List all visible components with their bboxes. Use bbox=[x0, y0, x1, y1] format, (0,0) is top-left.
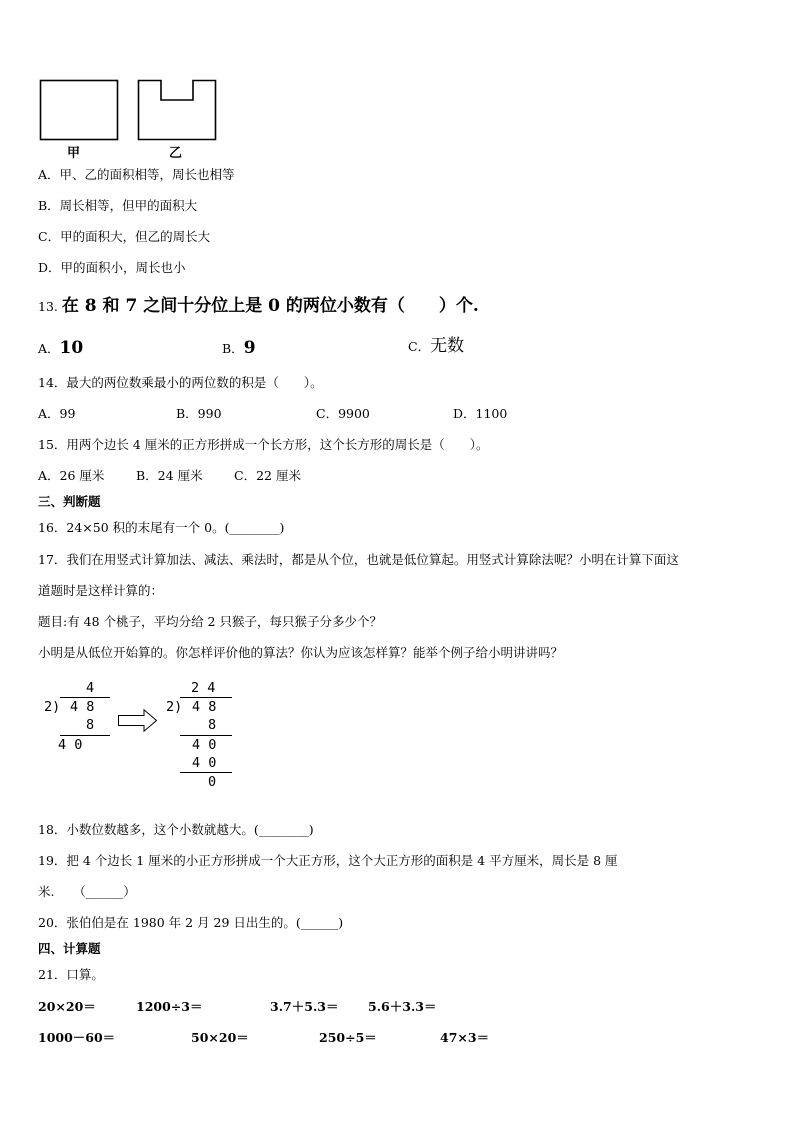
section-title-judgement: 三、判断题 bbox=[38, 494, 101, 509]
right-step-1: 8 bbox=[208, 717, 217, 733]
left-divisor: 2) bbox=[44, 699, 61, 715]
left-step-2: 4 0 bbox=[58, 737, 83, 753]
q15-option-c: C．22 厘米 bbox=[234, 468, 301, 483]
q14-option-d: D．1100 bbox=[453, 406, 508, 421]
q14-option-a: A．99 bbox=[38, 406, 76, 421]
q13-text: 在 8 和 7 之间十分位上是 0 的两位小数有（ ）个. bbox=[61, 296, 479, 316]
q14-question: 14．最大的两位数乘最小的两位数的积是（ ）。 bbox=[38, 375, 323, 390]
section-title-calculation: 四、计算题 bbox=[38, 941, 101, 956]
q15-option-b: B．24 厘米 bbox=[136, 468, 203, 483]
figure-yi-label: 乙 bbox=[169, 146, 183, 161]
calc-item: 1000－60＝ bbox=[38, 1030, 116, 1045]
q17-line-1: 17．我们在用竖式计算加法、减法、乘法时，都是从个位，也就是低位算起。用竖式计算除法呢？小明在计算下面这 bbox=[38, 552, 679, 567]
q12-option-b: B．周长相等，但甲的面积大 bbox=[38, 198, 198, 213]
q13-question bbox=[38, 295, 479, 318]
calc-item: 47×3＝ bbox=[440, 1030, 490, 1045]
q13-option-c-value: 无数 bbox=[430, 336, 465, 356]
q12-option-c: C．甲的面积大，但乙的周长大 bbox=[38, 229, 211, 244]
q21-title: 21．口算。 bbox=[38, 967, 104, 982]
q17-line-4: 小明是从低位开始算的。你怎样评价他的算法？你认为应该怎样算？能举个例子给小明讲讲吗？ bbox=[38, 645, 564, 660]
right-step-line-2 bbox=[180, 772, 234, 774]
q15-question: 15．用两个边长 4 厘米的正方形拼成一个长方形，这个长方形的周长是（ ）。 bbox=[38, 437, 489, 452]
q13-option-a bbox=[38, 338, 83, 359]
q14-option-b: B．990 bbox=[176, 406, 222, 421]
q17-line-2: 道题时是这样计算的： bbox=[38, 583, 164, 598]
q15-option-a: A．26 厘米 bbox=[38, 468, 105, 483]
q13-option-c bbox=[408, 336, 464, 357]
q13-number: 13. bbox=[38, 299, 58, 314]
right-step-3: 4 0 bbox=[192, 755, 217, 771]
q12-option-d: D．甲的面积小，周长也小 bbox=[38, 260, 186, 275]
figure-yi bbox=[138, 80, 218, 142]
right-step-4: 0 bbox=[208, 774, 217, 790]
left-dividend: 4 8 bbox=[70, 699, 95, 715]
q13-option-b-value: 9 bbox=[243, 338, 256, 358]
q19-line-1: 19．把 4 个边长 1 厘米的小正方形拼成一个大正方形，这个大正方形的面积是 4 平方厘米，周长是 8 厘 bbox=[38, 853, 618, 868]
calc-item: 3.7＋5.3＝ bbox=[270, 999, 339, 1014]
q13-option-b bbox=[222, 338, 256, 359]
right-step-2: 4 0 bbox=[192, 737, 217, 753]
right-divisor: 2) bbox=[166, 699, 183, 715]
calc-item: 1200÷3＝ bbox=[136, 999, 203, 1014]
right-quotient: 2 4 bbox=[191, 680, 216, 696]
q16-statement: 16．24×50 积的末尾有一个 0。(________) bbox=[38, 520, 285, 535]
q13-option-b-letter: B． bbox=[222, 341, 244, 356]
right-dividend: 4 8 bbox=[192, 699, 217, 715]
q13-option-a-letter: A． bbox=[38, 341, 60, 356]
q12-option-a: A．甲、乙的面积相等，周长也相等 bbox=[38, 167, 235, 182]
right-arrow-icon bbox=[118, 709, 158, 733]
left-step-1: 8 bbox=[86, 717, 95, 733]
q17-line-3: 题目:有 48 个桃子，平均分给 2 只猴子，每只猴子分多少个？ bbox=[38, 614, 382, 629]
figure-jia-label: 甲 bbox=[67, 146, 81, 161]
q13-option-a-value: 10 bbox=[59, 338, 84, 358]
q19-line-2: 米. （______） bbox=[38, 884, 136, 899]
q14-option-c: C．9900 bbox=[316, 406, 370, 421]
calc-item: 20×20＝ bbox=[38, 999, 96, 1014]
calc-item: 250÷5＝ bbox=[319, 1030, 377, 1045]
calc-item: 5.6＋3.3＝ bbox=[368, 999, 437, 1014]
q13-option-c-letter: C． bbox=[408, 339, 431, 354]
q18-statement: 18．小数位数越多，这个小数就越大。(________) bbox=[38, 822, 314, 837]
q20-statement: 20．张伯伯是在 1980 年 2 月 29 日出生的。(______) bbox=[38, 915, 344, 930]
calc-item: 50×20＝ bbox=[191, 1030, 249, 1045]
figure-jia bbox=[40, 80, 120, 142]
left-quotient: 4 bbox=[86, 680, 95, 696]
